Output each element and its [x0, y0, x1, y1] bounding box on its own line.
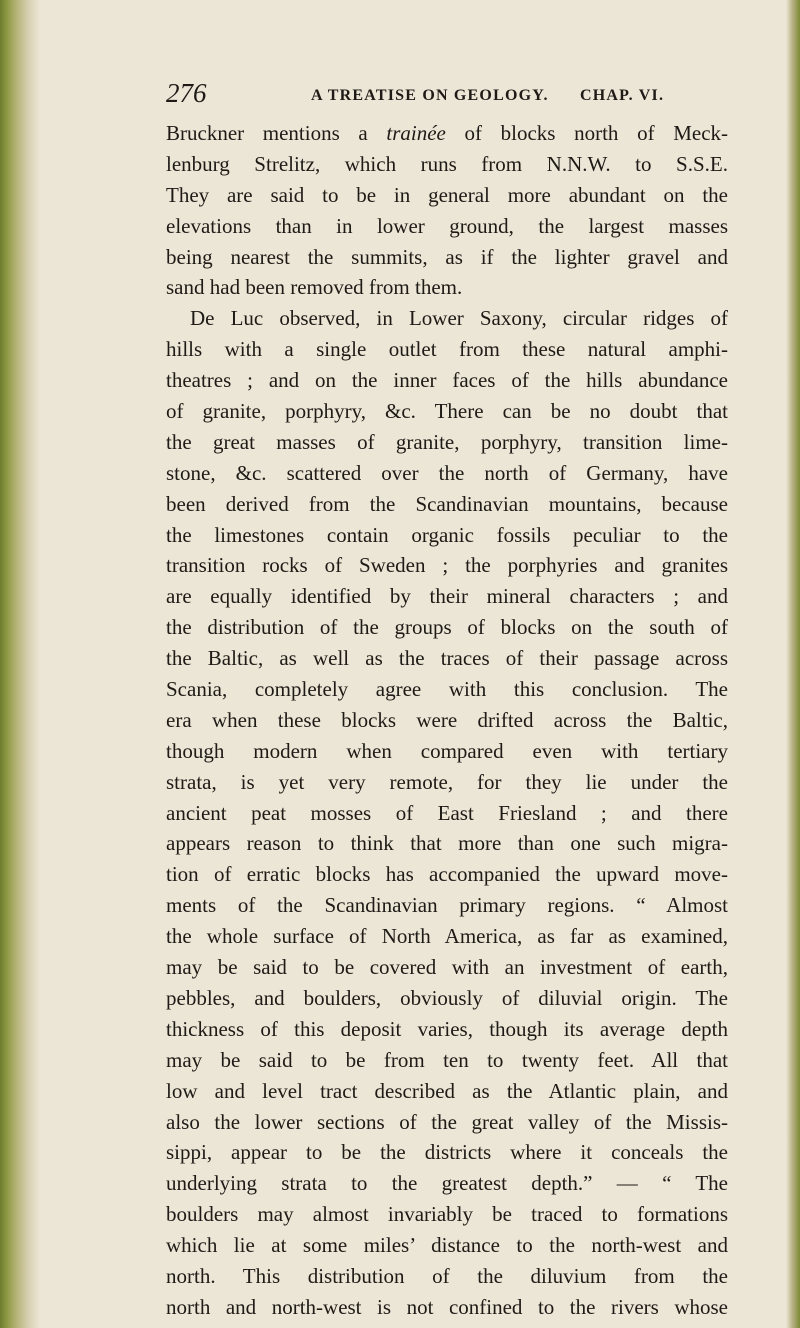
- book-gutter-left: [0, 0, 40, 1328]
- text-line: thickness of this deposit varies, though its average depth: [166, 1016, 728, 1041]
- text-line: the limestones contain organic fossils peculiar to the: [166, 522, 728, 547]
- text-line: sippi, appear to be the districts where it conceals the: [166, 1140, 728, 1165]
- text-line: north and north-west is not confined to the rivers whose: [166, 1294, 728, 1319]
- text-line: though modern when compared even with tertiary: [166, 738, 728, 763]
- running-title: A TREATISE ON GEOLOGY.: [311, 87, 549, 104]
- text-line: hills with a single outlet from these natural amphi-: [166, 337, 728, 362]
- text-line: elevations than in lower ground, the largest masses: [166, 213, 728, 238]
- text-line: De Luc observed, in Lower Saxony, circular ridges of: [190, 306, 728, 331]
- body-text: [166, 118, 728, 1323]
- text-line: may be said to be from ten to twenty feet. All that: [166, 1047, 728, 1072]
- text-line: being nearest the summits, as if the lighter gravel and: [166, 244, 728, 269]
- text-line: are equally identified by their mineral characters ; and: [166, 584, 728, 609]
- text-line: also the lower sections of the great valley of the Missis-: [166, 1109, 728, 1134]
- text-line: strata, is yet very remote, for they lie under the: [166, 769, 728, 794]
- text-line: They are said to be in general more abundant on the: [166, 182, 728, 207]
- text-line: low and level tract described as the Atlantic plain, and: [166, 1078, 728, 1103]
- chapter-label: CHAP. VI.: [580, 87, 665, 104]
- text-line: era when these blocks were drifted across the Baltic,: [166, 707, 728, 732]
- text-line: transition rocks of Sweden ; the porphyries and granites: [166, 553, 728, 578]
- text-line: stone, &c. scattered over the north of Germany, have: [166, 460, 728, 485]
- text-line: lenburg Strelitz, which runs from N.N.W. to S.S.E.: [166, 151, 728, 176]
- text-line: the Baltic, as well as the traces of their passage across: [166, 646, 728, 671]
- running-head: [166, 78, 666, 110]
- text-line: north. This distribution of the diluvium from the: [166, 1263, 728, 1288]
- text-line: may be said to be covered with an investment of earth,: [166, 955, 728, 980]
- text-line: ancient peat mosses of East Friesland ; and there: [166, 800, 728, 825]
- text-line: Scania, completely agree with this conclusion. The: [166, 677, 728, 702]
- text-line: theatres ; and on the inner faces of the hills abundance: [166, 368, 728, 393]
- text-line: the great masses of granite, porphyry, transition lime-: [166, 429, 728, 454]
- text-line: Bruckner mentions a trainée of blocks north of Meck-: [166, 121, 729, 145]
- book-page: [44, 0, 782, 1328]
- text-line: been derived from the Scandinavian mountains, because: [166, 491, 728, 516]
- text-line: tion of erratic blocks has accompanied the upward move-: [166, 862, 728, 887]
- text-line: which lie at some miles’ distance to the north-west and: [166, 1233, 728, 1258]
- text-line: ments of the Scandinavian primary regions. “ Almost: [166, 893, 728, 918]
- book-edge-right: [786, 0, 800, 1328]
- text-line: appears reason to think that more than one such migra-: [166, 831, 728, 856]
- text-line: the distribution of the groups of blocks on the south of: [166, 615, 728, 640]
- italic-term: trainée: [386, 121, 446, 145]
- text-line: of granite, porphyry, &c. There can be no doubt that: [166, 399, 728, 424]
- text-line: pebbles, and boulders, obviously of diluvial origin. The: [166, 985, 728, 1010]
- text-line: boulders may almost invariably be traced to formations: [166, 1202, 728, 1227]
- text-line: underlying strata to the greatest depth.” — “ The: [166, 1171, 728, 1196]
- text-line: sand had been removed from them.: [166, 275, 463, 300]
- page-number: 276: [166, 78, 207, 108]
- text-line: the whole surface of North America, as far as examined,: [166, 924, 728, 949]
